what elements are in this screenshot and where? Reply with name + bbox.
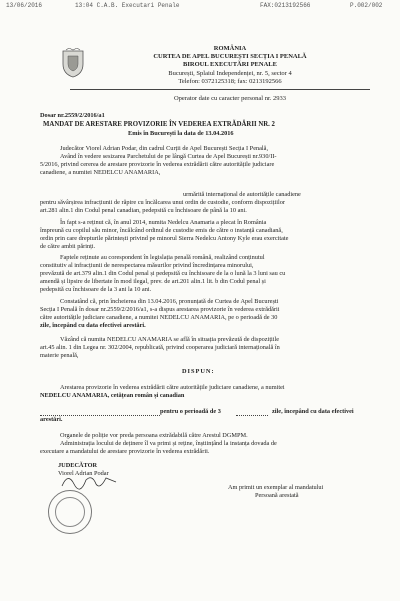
document-title: MANDAT DE ARESTARE PROVIZORIE ÎN VEDEREA EXTRĂDĂRII NR. 2 (43, 121, 275, 128)
order-period: pentru o perioadă de 3 (160, 408, 221, 415)
header-address: București, Splaiul Independenței, nr. 5, sector 4 (168, 70, 292, 77)
paragraph-legal: Faptele reținute au corespondent în legislația penală română, realizând conținutul (60, 254, 265, 261)
signature-role: JUDECĂTOR (58, 462, 98, 469)
blank-line (236, 415, 268, 416)
header-office: BIROUL EXECUTĂRI PENALE (183, 61, 277, 68)
handwritten-signature (60, 470, 120, 492)
paragraph-referral: Având în vedere sesizarea Parchetului de pe lângă Curtea de Apel București nr.930/II- (60, 153, 277, 160)
paragraph-person-name: canadiene, a numitei NEDELCU ANAMARIA, (40, 169, 161, 176)
paragraph-ruling-2: Secția I Penală în dosar nr.2559/2/2016/a1, s-a dispus arestarea provizorie în vederea extrădării (40, 306, 280, 313)
paragraph-facts-2: împreună cu copilul său minor, încălcând ordinul de custodie emis de către o instanță canadiană, (40, 227, 283, 234)
dispun-heading: DISPUN: (182, 368, 215, 375)
order-period-end: arestări. (40, 416, 63, 423)
case-number: Dosar nr.2559/2/2016/a1 (40, 112, 105, 119)
paragraph-referral-cont: 5/2016, privind cererea de arestare provizorie în vederea extrădării către autoritățile judiciare (40, 161, 275, 168)
paragraph-legal-5: pedepsită cu închisoare de la 3 ani la 10 ani. (40, 286, 152, 293)
order-detention-2: executare a mandatului de arestare provizorie în vederea extrădării. (40, 448, 210, 455)
paragraph-offense: pentru săvârșirea infracțiunii de răpire cu încălcarea unui ordin de custodie, conform dispozițiilor (40, 199, 285, 206)
fax-date: 13/06/2016 (6, 2, 43, 9)
header-operator: Operator date cu caracter personal nr. 2933 (173, 95, 287, 102)
order-period-cont: zile, începând cu data efectivei (272, 408, 354, 415)
paragraph-legal-4: amendă și lipsire de libertate în mod ilegal, prev. de art.201 alin.1 lit. b din Codul penal și (40, 278, 266, 285)
paragraph-ruling-4: zile, începând cu data efectivei arestări. (40, 322, 146, 329)
order-detention: Administrația locului de deținere îl va primi și reține, înștiințând la instanța dovada de (60, 440, 277, 447)
document-issue-date: Emis în București la data de 13.04.2016 (128, 130, 234, 137)
paragraph-ruling-3: către autoritățile judiciare canadiene, a numitei NEDELCU ANAMARIA, pe o perioadă de 30 (40, 314, 278, 321)
paragraph-facts-3: ordin prin care drepturile părintești privind pe minorul Sierra Nedelcu Antony Kyle erau exercitate (40, 235, 289, 242)
paragraph-facts: În fapt s-a reținut că, în anul 2014, numita Nedelcu Anamaria a plecat în România (60, 219, 267, 226)
paragraph-legal-3: prevăzută de art.379 alin.1 din Codul penal și pedepsită cu închisoare de la o lună la 3 luni sau cu (40, 270, 286, 277)
header-divider (70, 89, 370, 90)
fax-sender: 13:04 C.A.B. Executari Penale (75, 2, 180, 9)
fax-number: FAX:0213192566 (260, 2, 311, 9)
header-court: CURTEA DE APEL BUCUREȘTI SECȚIA I PENALĂ (153, 53, 307, 60)
signature-name: Viorel Adrian Podar (58, 470, 109, 477)
paragraph-situation: Văzând că numita NEDELCU ANAMARIA se află în situația prevăzută de dispozițiile (60, 336, 280, 343)
receipt-text: Am primit un exemplar al mandatului (228, 484, 324, 491)
paragraph-wanted: urmărită internațional de autoritățile canadiene (183, 191, 301, 198)
paragraph-offense-cont: art.281 alin.1 din Codul penal canadian, pedepsită cu închisoare de până la 10 ani. (40, 207, 247, 214)
coat-of-arms-icon (60, 48, 86, 78)
paragraph-facts-4: de către ambii părinți. (40, 243, 96, 250)
paragraph-judge: Judecător Viorel Adrian Podar, din cadrul Curții de Apel București Secția I Penală, (60, 145, 269, 152)
paragraph-situation-2: art.45 alin. 1 din Legea nr. 302/2004, republicată, privind cooperarea judiciară internațională în (40, 344, 280, 351)
court-stamp-inner (55, 497, 85, 527)
paragraph-ruling: Constatând că, prin încheierea din 13.04.2016, pronunțată de Curtea de Apel București (60, 298, 279, 305)
paragraph-legal-2: constitutiv al infracțiunii de nerespectarea măsurilor privind încredințarea minorului, (40, 262, 254, 269)
order-arrest: Arestarea provizorie în vederea extrădării către autoritățile judiciare canadiene, a numitei (60, 384, 285, 391)
paragraph-situation-3: materie penală, (40, 352, 79, 359)
fax-page: P.002/002 (350, 2, 383, 9)
header-phone: Telefon: 0372125318; fax: 0213192566 (178, 78, 282, 85)
header-country: ROMÂNIA (213, 45, 247, 52)
order-police: Organele de poliție vor preda persoana extrădabilă către Arestul DGMPM. (60, 432, 248, 439)
receipt-person: Persoană arestată (255, 492, 299, 499)
order-arrest-name: NEDELCU ANAMARIA, cetățean român și canadian (40, 392, 185, 399)
